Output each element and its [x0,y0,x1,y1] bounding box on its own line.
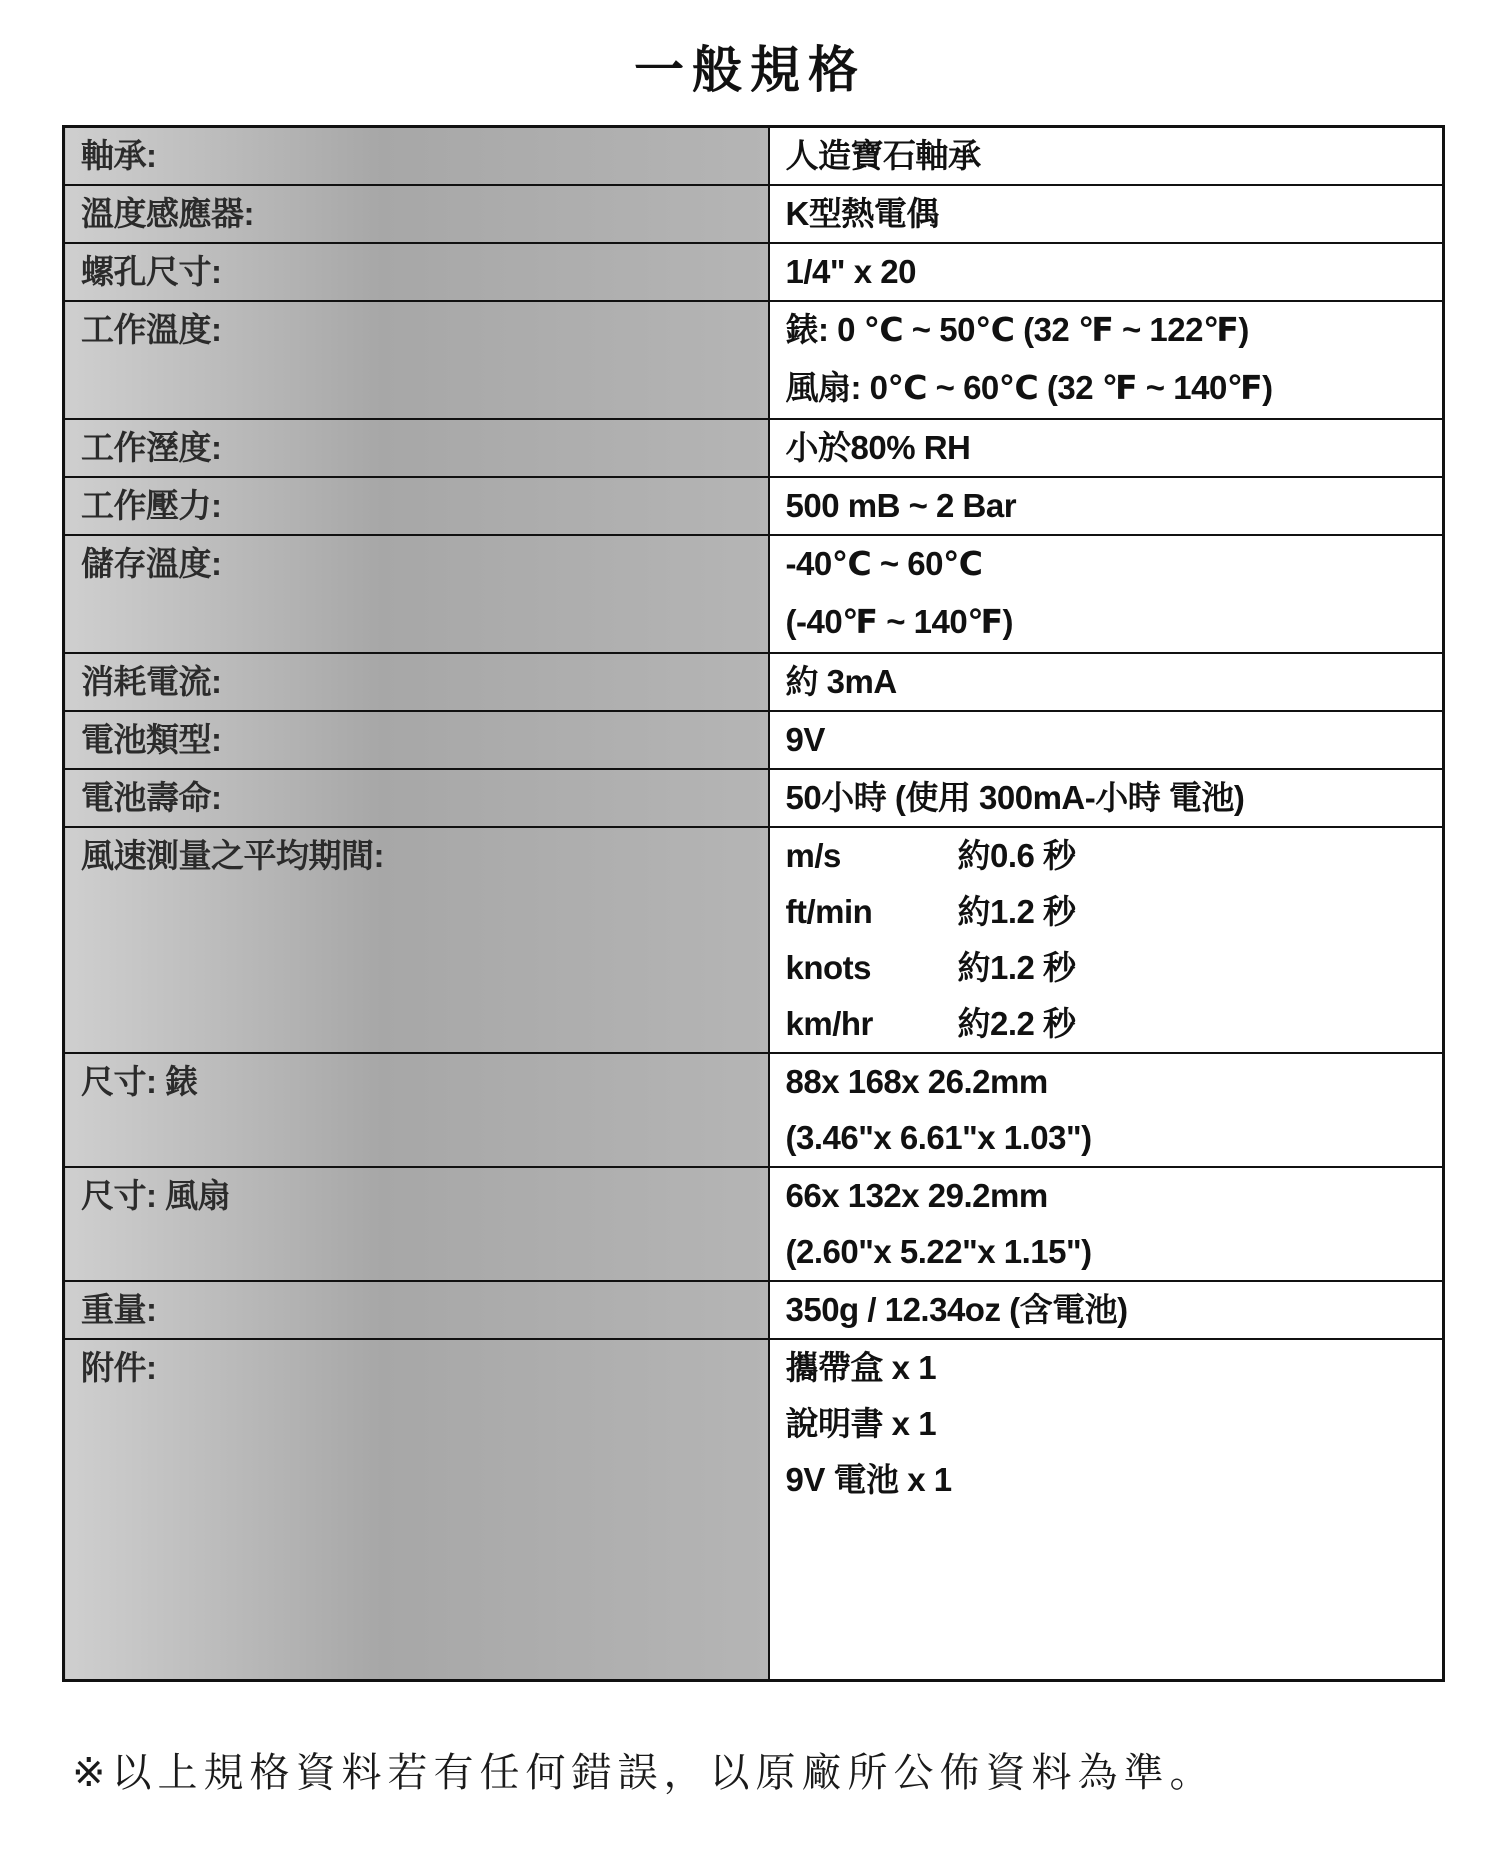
table-row-op-temp [64,301,1444,419]
row-value: 500 mB ~ 2 Bar [769,477,1444,535]
row-value: 約 3mA [769,653,1444,711]
table-row-battery-life [64,769,1444,827]
row-value: K型熱電偶 [769,185,1444,243]
avg-period-item: km/hr 約2.2 秒 [785,1005,1076,1042]
row-label: 電池類型: [64,711,769,769]
table-row-storage-temp [64,535,1444,653]
table-row-avg-period [64,827,1444,1053]
row-value [769,827,1444,1053]
table-row-size-meter [64,1053,1444,1167]
row-label: 附件: [64,1339,769,1680]
row-label: 電池壽命: [64,769,769,827]
row-value: 人造寶石軸承 [769,127,1444,186]
row-label: 軸承: [64,127,769,186]
table-row-size-fan [64,1167,1444,1281]
row-label: 尺寸: 錶 [64,1053,769,1167]
page-title: 一般規格 [634,42,866,98]
row-value: 1/4" x 20 [769,243,1444,301]
table-row-op-pressure [64,477,1444,535]
table-row-bearing [64,127,1444,186]
table-row-weight [64,1281,1444,1339]
row-value: 350g / 12.34oz (含電池) [769,1281,1444,1339]
table-row-op-humidity [64,419,1444,477]
row-label: 溫度感應器: [64,185,769,243]
table-row-current [64,653,1444,711]
row-value: 88x 168x 26.2mm (3.46"x 6.61"x 1.03") [769,1053,1444,1167]
spec-table [62,125,1445,1682]
row-value: 9V [769,711,1444,769]
row-label: 消耗電流: [64,653,769,711]
row-label: 螺孔尺寸: [64,243,769,301]
row-value: -40℃ ~ 60℃ (-40℉ ~ 140℉) [769,535,1444,653]
table-row-screw [64,243,1444,301]
row-value: 小於80% RH [769,419,1444,477]
row-label: 工作壓力: [64,477,769,535]
table-row-temp-sensor [64,185,1444,243]
row-label: 風速測量之平均期間: [64,827,769,1053]
row-value: 66x 132x 29.2mm (2.60"x 5.22"x 1.15") [769,1167,1444,1281]
row-label: 工作溼度: [64,419,769,477]
row-value: 錶: 0 ℃ ~ 50℃ (32 ℉ ~ 122℉) 風扇: 0℃ ~ 60℃ (32 ℉ ~ 140℉) [769,301,1444,419]
avg-period-item: knots 約1.2 秒 [785,949,1076,986]
footnote: ※以上規格資料若有任何錯誤，以原廠所公佈資料為準。 [72,1751,1216,1795]
row-value: 50小時 (使用 300mA-小時 電池) [769,769,1444,827]
row-value: 攜帶盒 x 1 說明書 x 1 9V 電池 x 1 [769,1339,1444,1680]
table-row-battery-type [64,711,1444,769]
avg-period-item: ft/min 約1.2 秒 [785,893,1076,930]
table-row-accessories [64,1339,1444,1680]
row-label: 尺寸: 風扇 [64,1167,769,1281]
row-label: 重量: [64,1281,769,1339]
row-label: 工作溫度: [64,301,769,419]
avg-period-item: m/s 約0.6 秒 [785,837,1076,874]
row-label: 儲存溫度: [64,535,769,653]
